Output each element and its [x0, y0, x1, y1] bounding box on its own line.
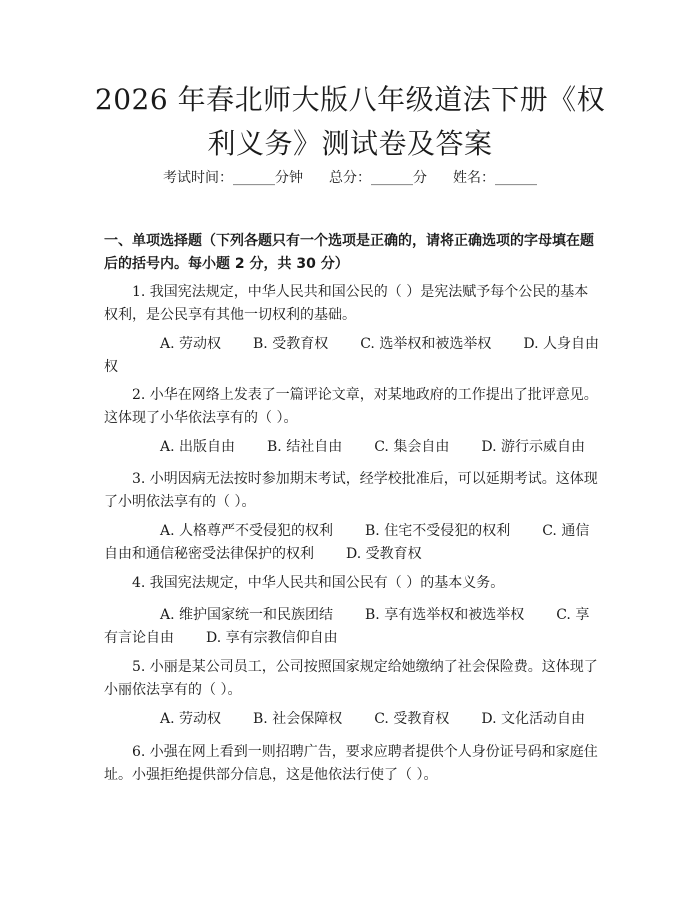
question-5-option-d: D. 文化活动自由	[481, 711, 585, 727]
question-5-options	[104, 708, 600, 731]
question-5-option-b: B. 社会保障权	[253, 711, 343, 727]
exam-time-label: 考试时间：______分钟	[163, 170, 303, 186]
question-5-option-c: C. 受教育权	[374, 711, 450, 727]
question-4-option-c: C. 享有言论自由	[104, 607, 590, 646]
question-3-option-b: B. 住宅不受侵犯的权利	[365, 523, 511, 539]
question-1-stem: 1. 我国宪法规定，中华人民共和国公民的（ ）是宪法赋予每个公民的基本权利，是公民享有其他一切权利的基础。	[104, 284, 589, 323]
question-1-option-a: A. 劳动权	[160, 336, 222, 352]
question-4-stem: 4. 我国宪法规定，中华人民共和国公民有（ ）的基本义务。	[132, 575, 505, 591]
section-heading-single-choice: 一、单项选择题（下列各题只有一个选项是正确的，请将正确选项的字母填在题后的括号内。每小题 2 分，共 30 分）	[104, 233, 594, 272]
name-label: 姓名：______	[453, 170, 537, 186]
question-2-option-b: B. 结社自由	[267, 439, 343, 455]
document-title: 2026 年春北师大版八年级道法下册《权利义务》测试卷及答案	[94, 83, 606, 160]
question-4-option-b: B. 享有选举权和被选举权	[365, 607, 525, 623]
question-3-options	[104, 520, 600, 566]
question-2-stem: 2. 小华在网络上发表了一篇评论文章，对某地政府的工作提出了批评意见。这体现了小华依法享有的（ ）。	[104, 387, 598, 426]
question-1-option-c: C. 选举权和被选举权	[360, 336, 492, 352]
question-5-option-a: A. 劳动权	[160, 711, 222, 727]
question-2-option-d: D. 游行示威自由	[481, 439, 585, 455]
question-2-option-c: C. 集会自由	[374, 439, 450, 455]
question-1-option-b: B. 受教育权	[253, 336, 329, 352]
question-4-option-a: A. 维护国家统一和民族团结	[160, 607, 334, 623]
total-score-label: 总分：______分	[329, 170, 427, 186]
question-6-stem: 6. 小强在网上看到一则招聘广告，要求应聘者提供个人身份证号码和家庭住址。小强拒绝提供部分信息，这是他依法行使了（ ）。	[104, 744, 598, 783]
exam-meta	[0, 168, 700, 188]
question-3-option-d: D. 受教育权	[346, 546, 422, 562]
question-3-option-c: C. 通信自由和通信秘密受法律保护的权利	[104, 523, 590, 562]
question-3-option-a: A. 人格尊严不受侵犯的权利	[160, 523, 334, 539]
question-1-option-d: D. 人身自由权	[104, 336, 599, 375]
question-2-option-a: A. 出版自由	[160, 439, 236, 455]
question-4-options	[104, 604, 600, 650]
question-3-stem: 3. 小明因病无法按时参加期末考试，经学校批准后，可以延期考试。这体现了小明依法享有的（ ）。	[104, 471, 598, 510]
question-1-options	[104, 333, 600, 379]
question-5-stem: 5. 小丽是某公司员工，公司按照国家规定给她缴纳了社会保险费。这体现了小丽依法享有的（ ）。	[104, 659, 598, 698]
question-2-options	[104, 436, 600, 459]
question-4-option-d: D. 享有宗教信仰自由	[206, 630, 338, 646]
